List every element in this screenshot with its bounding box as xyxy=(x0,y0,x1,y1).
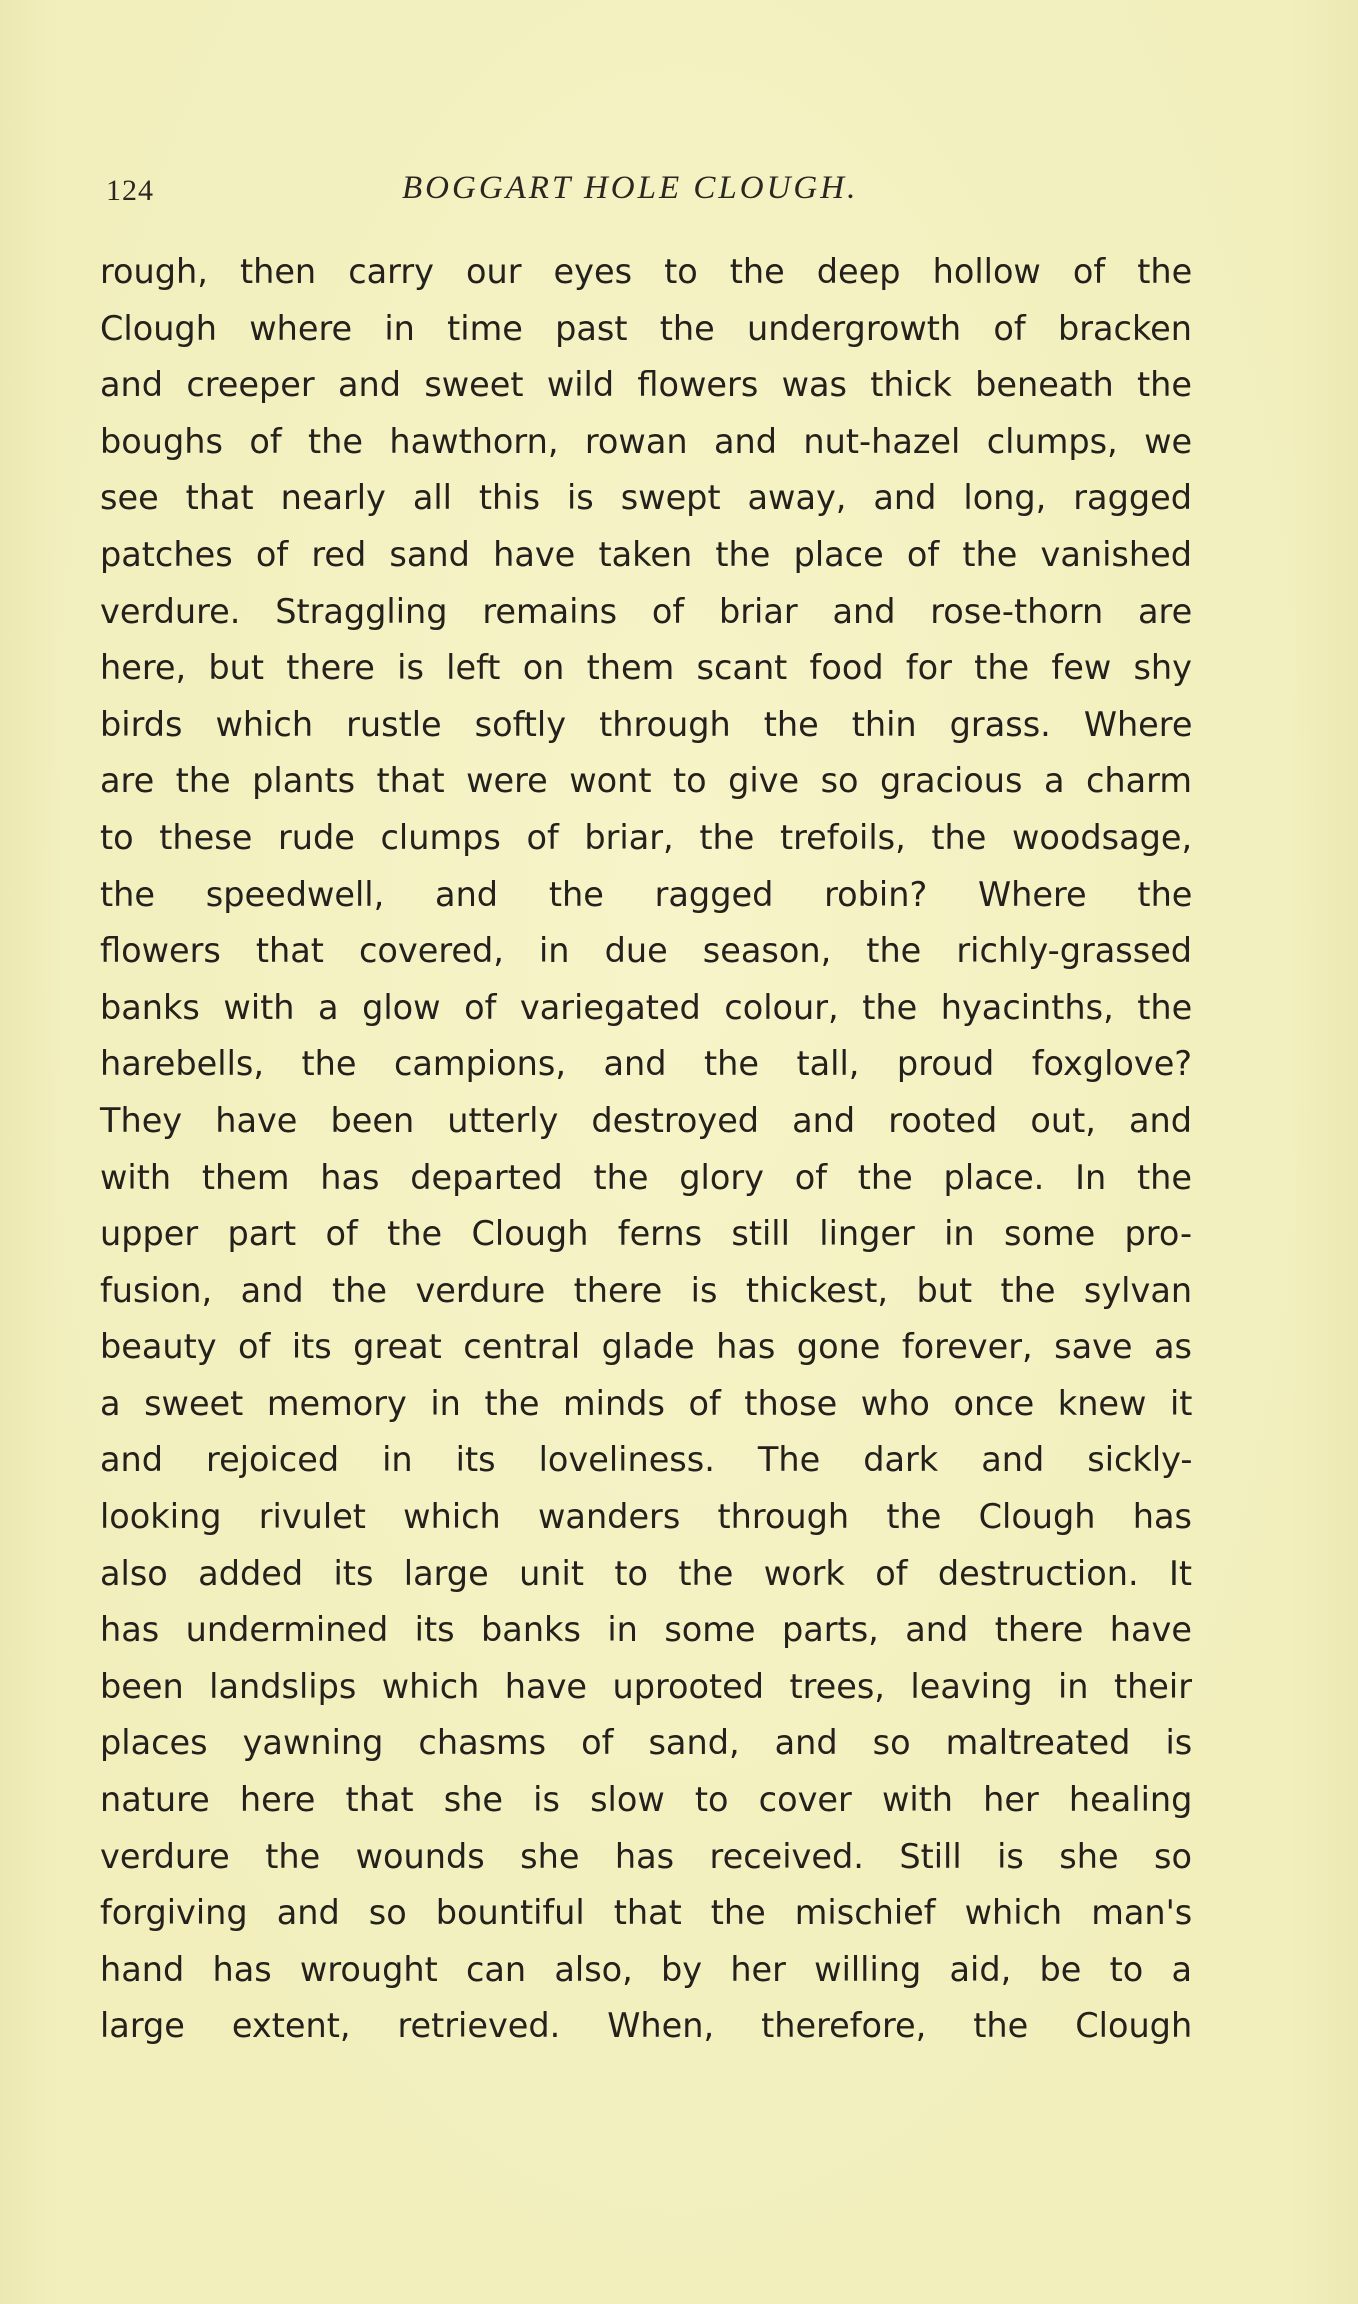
text-line: patches of red sand have taken the place of the vanished xyxy=(100,534,1192,574)
text-line: and rejoiced in its loveliness. The dark and sickly- xyxy=(100,1440,1193,1480)
text-line: banks with a glow of variegated colour, the hyacinths, the xyxy=(100,987,1193,1027)
text-line: with them has departed the glory of the place. In the xyxy=(100,1157,1192,1197)
text-line: large extent, retrieved. When, therefore, the Clough xyxy=(100,2006,1193,2046)
text-line: beauty of its great central glade has gone forever, save as xyxy=(100,1327,1192,1367)
text-line: has undermined its banks in some parts, and there have xyxy=(100,1610,1192,1650)
text-line: harebells, the campions, and the tall, proud foxglove? xyxy=(100,1044,1193,1084)
text-line: Clough where in time past the undergrowth of bracken xyxy=(100,308,1192,348)
text-line: see that nearly all this is swept away, and long, ragged xyxy=(100,478,1192,518)
text-line: the speedwell, and the ragged robin? Where the xyxy=(100,874,1193,914)
text-line: nature here that she is slow to cover with her healing xyxy=(100,1780,1193,1820)
text-line: been landslips which have uprooted trees, leaving in their xyxy=(100,1666,1192,1706)
text-line: also added its large unit to the work of destruction. It xyxy=(100,1553,1192,1593)
text-line: are the plants that were wont to give so gracious a charm xyxy=(100,761,1192,801)
page-number: 124 xyxy=(106,174,154,207)
text-line: verdure. Straggling remains of briar and rose-thorn are xyxy=(100,591,1193,631)
text-line: hand has wrought can also, by her willing aid, be to a xyxy=(100,1949,1192,1989)
text-line: fusion, and the verdure there is thickest, but the sylvan xyxy=(100,1270,1193,1310)
text-line: They have been utterly destroyed and rooted out, and xyxy=(100,1100,1192,1140)
text-line: looking rivulet which wanders through the Clough has xyxy=(100,1497,1192,1537)
body-text xyxy=(100,244,1192,2055)
text-line: birds which rustle softly through the thin grass. Where xyxy=(100,704,1193,744)
text-line: to these rude clumps of briar, the trefoils, the woodsage, xyxy=(100,817,1193,857)
text-line: upper part of the Clough ferns still linger in some pro- xyxy=(100,1214,1193,1254)
text-line: flowers that covered, in due season, the richly-grassed xyxy=(100,931,1193,971)
text-line: forgiving and so bountiful that the mischief which man's xyxy=(100,1893,1193,1933)
text-line: rough, then carry our eyes to the deep hollow of the xyxy=(100,252,1193,291)
text-line: boughs of the hawthorn, rowan and nut-hazel clumps, we xyxy=(100,421,1193,461)
text-line: verdure the wounds she has received. Still is she so xyxy=(100,1836,1192,1876)
text-line: a sweet memory in the minds of those who once knew it xyxy=(100,1383,1193,1423)
running-title: BOGGART HOLE CLOUGH. xyxy=(402,170,859,206)
text-line: and creeper and sweet wild flowers was thick beneath the xyxy=(100,365,1192,405)
running-head xyxy=(0,170,1358,214)
text-line: places yawning chasms of sand, and so maltreated is xyxy=(100,1723,1193,1763)
text-line: here, but there is left on them scant food for the few shy xyxy=(100,648,1192,688)
